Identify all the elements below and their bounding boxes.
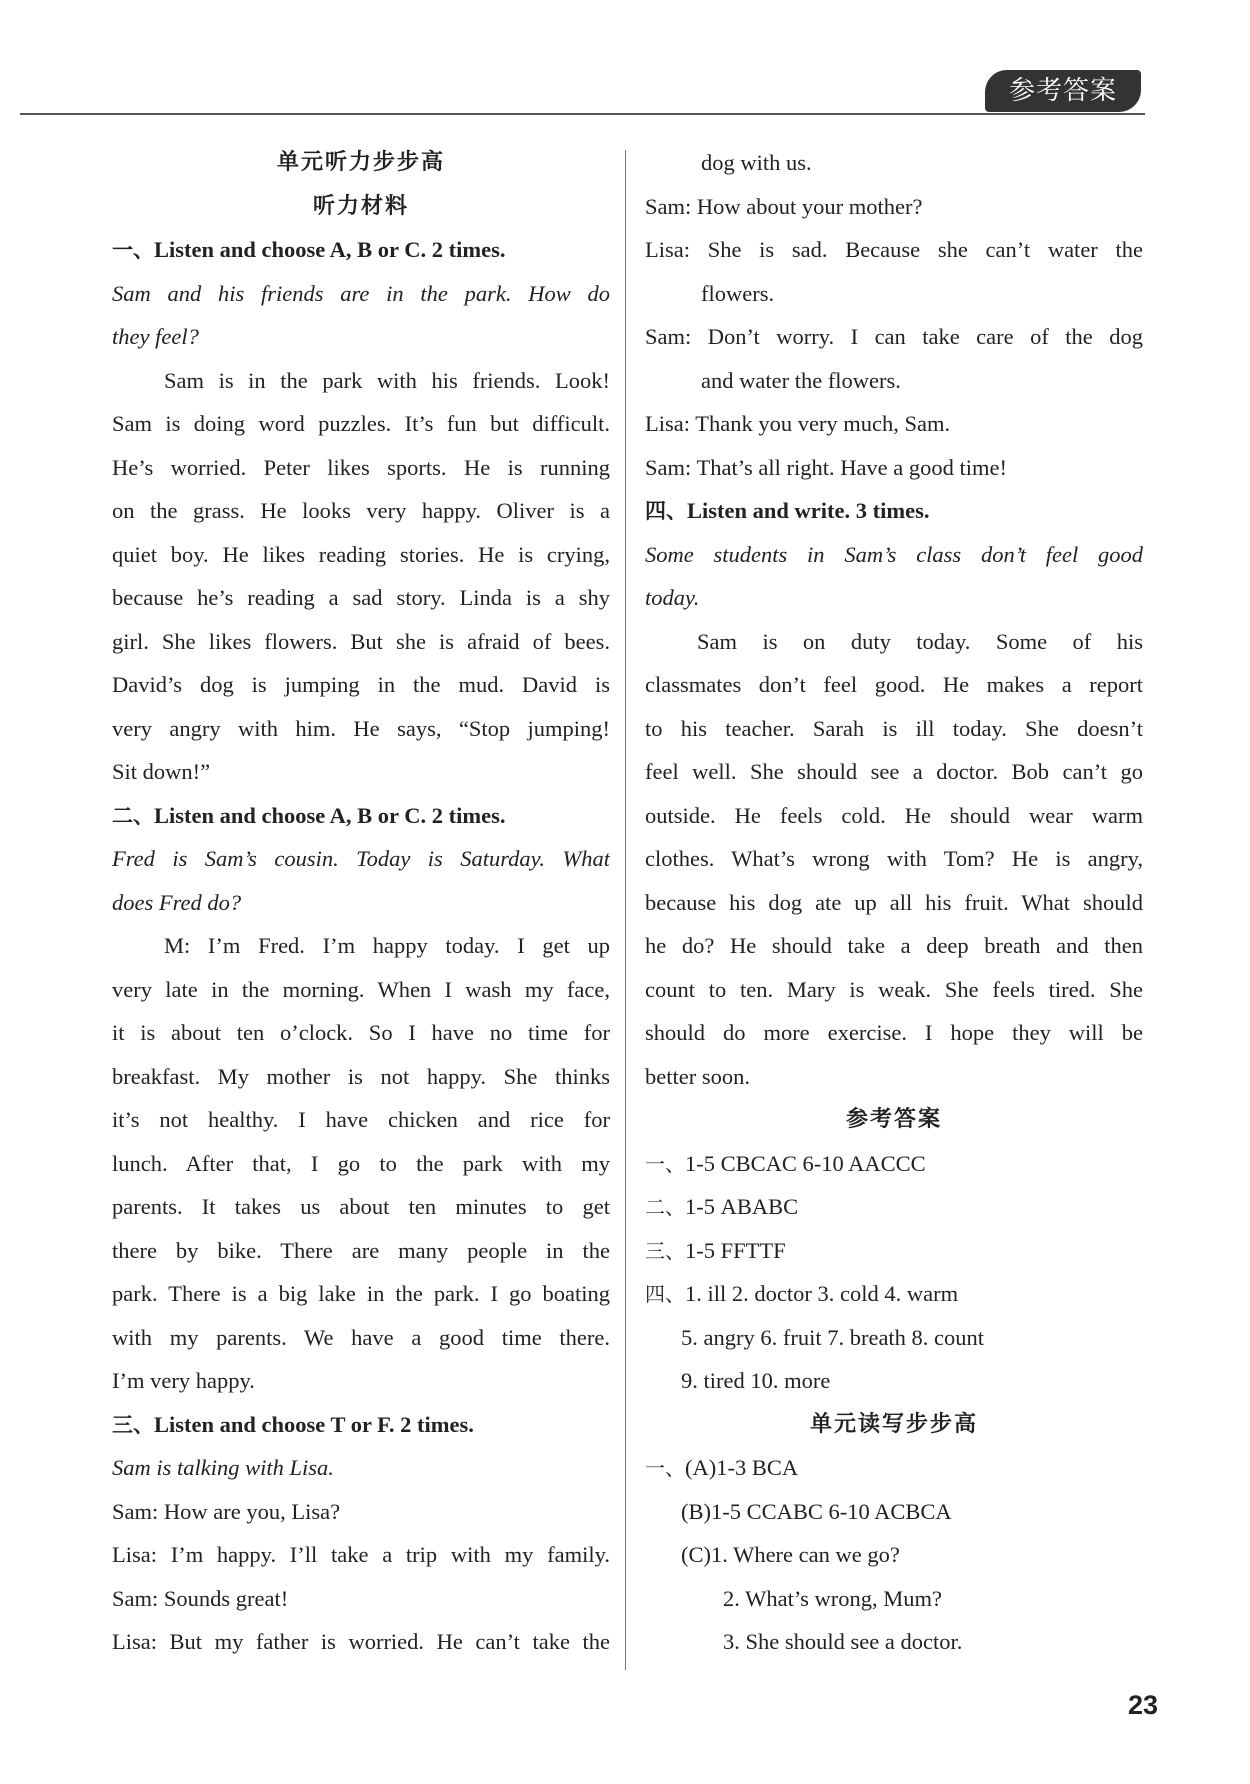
answer-line [645, 1142, 1143, 1186]
text-line [645, 707, 1143, 751]
line-text: Sam: Don’t worry. I can take care of the dog [645, 324, 1143, 349]
line-text: with my parents. We have a good time there. [112, 1324, 610, 1350]
line-text: Sam: How about your mother? [645, 193, 923, 219]
section-heading [645, 1403, 1143, 1447]
line-text: Listen and choose T or F. 2 times. [154, 1411, 474, 1437]
section-number: 二、 [112, 803, 154, 828]
line-text: Sam: That’s all right. Have a good time! [645, 454, 1008, 480]
line-text: girl. She likes flowers. But she is afraid of bees. [112, 628, 610, 654]
line-text: breakfast. My mother is not happy. She thinks [112, 1063, 610, 1089]
answer-line [645, 1185, 1143, 1229]
line-text: outside. He feels cold. He should wear warm [645, 802, 1143, 828]
text-line [112, 1185, 610, 1229]
text-line [112, 402, 610, 446]
section-number: 一、 [645, 1456, 685, 1480]
line-text: (A)1-3 BCA [685, 1455, 799, 1480]
header-rule [20, 113, 1145, 115]
line-text: 参考答案 [845, 1107, 942, 1132]
answer-line [645, 1229, 1143, 1273]
text-line [645, 576, 1143, 620]
line-text: 5. angry 6. fruit 7. breath 8. count [681, 1324, 985, 1350]
line-text: Lisa: Thank you very much, Sam. [645, 411, 951, 436]
text-line [112, 837, 610, 881]
line-text: it is about ten o’clock. So I have no time for [112, 1020, 610, 1045]
line-text: Sam: How are you, Lisa? [112, 1498, 341, 1524]
text-line [645, 837, 1143, 881]
text-line [645, 620, 1143, 664]
section-number: 四、 [645, 1282, 685, 1306]
text-line [112, 924, 610, 968]
text-line [112, 750, 610, 794]
column-divider [625, 150, 626, 1670]
line-text: M: I’m Fred. I’m happy today. I get up [164, 933, 610, 958]
text-line [645, 228, 1143, 272]
section-heading [112, 141, 610, 185]
text-line [112, 1229, 610, 1273]
text-line [645, 446, 1143, 490]
text-line [645, 968, 1143, 1012]
text-line [645, 1055, 1143, 1099]
line-text: classmates don’t feel good. He makes a report [645, 672, 1143, 697]
line-text: flowers. [701, 280, 775, 306]
line-text: 1. ill 2. doctor 3. cold 4. warm [685, 1281, 959, 1306]
line-text: Sam is doing word puzzles. It’s fun but difficult. [112, 411, 610, 436]
line-text: 1-5 ABABC [685, 1194, 799, 1219]
section-heading [645, 1098, 1143, 1142]
line-text: parents. It takes us about ten minutes to get [112, 1194, 610, 1219]
line-text: to his teacher. Sarah is ill today. She doesn’t [645, 715, 1143, 741]
text-line [112, 1359, 610, 1403]
line-text: very angry with him. He says, “Stop jumping! [112, 715, 610, 741]
text-line [645, 272, 1143, 316]
line-text: Sam and his friends are in the park. How do [112, 280, 610, 306]
line-text: they feel? [112, 324, 199, 349]
line-text: park. There is a big lake in the park. I go boating [112, 1281, 610, 1306]
answer-line [645, 1533, 1143, 1577]
text-line [112, 1577, 610, 1621]
section-heading [112, 185, 610, 229]
text-line [645, 1011, 1143, 1055]
exercise-heading [112, 794, 610, 838]
line-text: 1-5 CBCAC 6-10 AACCC [685, 1150, 926, 1176]
answer-line [645, 1490, 1143, 1534]
answer-line [645, 1272, 1143, 1316]
line-text: does Fred do? [112, 889, 242, 915]
line-text: 听力材料 [312, 193, 409, 219]
text-line [112, 489, 610, 533]
text-line [645, 794, 1143, 838]
text-line [112, 707, 610, 751]
line-text: count to ten. Mary is weak. She feels tired. She [645, 976, 1143, 1002]
text-line [112, 968, 610, 1012]
line-text: feel well. She should see a doctor. Bob can’t go [645, 759, 1143, 784]
answer-line [645, 1620, 1143, 1664]
text-line [645, 359, 1143, 403]
section-number: 二、 [645, 1195, 685, 1219]
right-column [645, 141, 1143, 1664]
text-line [112, 576, 610, 620]
text-line [112, 1098, 610, 1142]
text-line [112, 1490, 610, 1534]
text-line [645, 881, 1143, 925]
page-number: 23 [1128, 1690, 1159, 1720]
section-number: 三、 [645, 1238, 685, 1263]
line-text: Sam is on duty today. Some of his [697, 628, 1143, 654]
text-line [645, 533, 1143, 577]
line-text: Listen and choose A, B or C. 2 times. [154, 237, 506, 262]
text-line [645, 185, 1143, 229]
line-text: because he’s reading a sad story. Linda is a shy [112, 585, 610, 610]
line-text: it’s not healthy. I have chicken and rice for [112, 1107, 610, 1132]
line-text: because his dog ate up all his fruit. What should [645, 889, 1143, 915]
exercise-heading [112, 228, 610, 272]
answer-line [645, 1359, 1143, 1403]
line-text: lunch. After that, I go to the park with my [112, 1150, 610, 1176]
line-text: better soon. [645, 1063, 750, 1089]
answer-line [645, 1446, 1143, 1490]
line-text: Sit down!” [112, 759, 211, 784]
text-line [112, 359, 610, 403]
answer-line [645, 1316, 1143, 1360]
left-column [112, 141, 610, 1664]
line-text: Sam is in the park with his friends. Look! [164, 367, 610, 393]
text-line [112, 1316, 610, 1360]
line-text: (B)1-5 CCABC 6-10 ACBCA [681, 1498, 952, 1524]
line-text: dog with us. [701, 150, 812, 175]
line-text: Some students in Sam’s class don’t feel good [645, 541, 1143, 567]
line-text: Lisa: I’m happy. I’ll take a trip with my family. [112, 1542, 610, 1567]
line-text: 1-5 FFTTF [685, 1237, 786, 1263]
text-line [645, 750, 1143, 794]
text-line [112, 1620, 610, 1664]
section-number: 一、 [645, 1151, 685, 1176]
text-line [112, 533, 610, 577]
exercise-heading [112, 1403, 610, 1447]
section-number: 四、 [645, 499, 687, 523]
text-line [112, 1272, 610, 1316]
text-line [112, 1142, 610, 1186]
line-text: there by bike. There are many people in the [112, 1237, 610, 1263]
line-text: should do more exercise. I hope they will be [645, 1020, 1143, 1045]
line-text: quiet boy. He likes reading stories. He is crying, [112, 541, 610, 567]
text-line [112, 1055, 610, 1099]
text-line [112, 272, 610, 316]
text-line [645, 402, 1143, 446]
text-line [112, 881, 610, 925]
text-line [645, 141, 1143, 185]
text-line [645, 315, 1143, 359]
text-line [112, 1446, 610, 1490]
section-number: 一、 [112, 238, 154, 262]
text-line [112, 446, 610, 490]
line-text: 2. What’s wrong, Mum? [723, 1585, 942, 1611]
line-text: Lisa: She is sad. Because she can’t water the [645, 237, 1143, 262]
line-text: 单元读写步步高 [809, 1411, 978, 1437]
section-tag: 参考答案 [985, 70, 1141, 112]
line-text: on the grass. He looks very happy. Oliver is a [112, 498, 610, 523]
line-text: he do? He should take a deep breath and then [645, 933, 1143, 958]
line-text: He’s worried. Peter likes sports. He is running [112, 454, 610, 480]
line-text: Sam is talking with Lisa. [112, 1455, 334, 1480]
line-text: 单元听力步步高 [276, 150, 445, 175]
line-text: clothes. What’s wrong with Tom? He is angry, [645, 846, 1143, 871]
line-text: I’m very happy. [112, 1368, 255, 1393]
text-line [112, 620, 610, 664]
answer-line [645, 1577, 1143, 1621]
line-text: very late in the morning. When I wash my face, [112, 976, 610, 1002]
line-text: Listen and write. 3 times. [687, 498, 930, 523]
section-number: 三、 [112, 1412, 154, 1437]
line-text: David’s dog is jumping in the mud. David is [112, 672, 610, 697]
line-text: today. [645, 585, 700, 610]
text-line [112, 663, 610, 707]
text-line [112, 315, 610, 359]
line-text: Lisa: But my father is worried. He can’t take the [112, 1629, 610, 1654]
line-text: 9. tired 10. more [681, 1368, 831, 1393]
line-text: 3. She should see a doctor. [723, 1629, 963, 1654]
text-line [112, 1533, 610, 1577]
text-line [645, 924, 1143, 968]
exercise-heading [645, 489, 1143, 533]
line-text: and water the flowers. [701, 367, 901, 393]
line-text: (C)1. Where can we go? [681, 1542, 900, 1567]
line-text: Listen and choose A, B or C. 2 times. [154, 802, 506, 828]
text-line [112, 1011, 610, 1055]
line-text: Sam: Sounds great! [112, 1585, 289, 1611]
text-line [645, 663, 1143, 707]
line-text: Fred is Sam’s cousin. Today is Saturday. What [112, 846, 610, 871]
